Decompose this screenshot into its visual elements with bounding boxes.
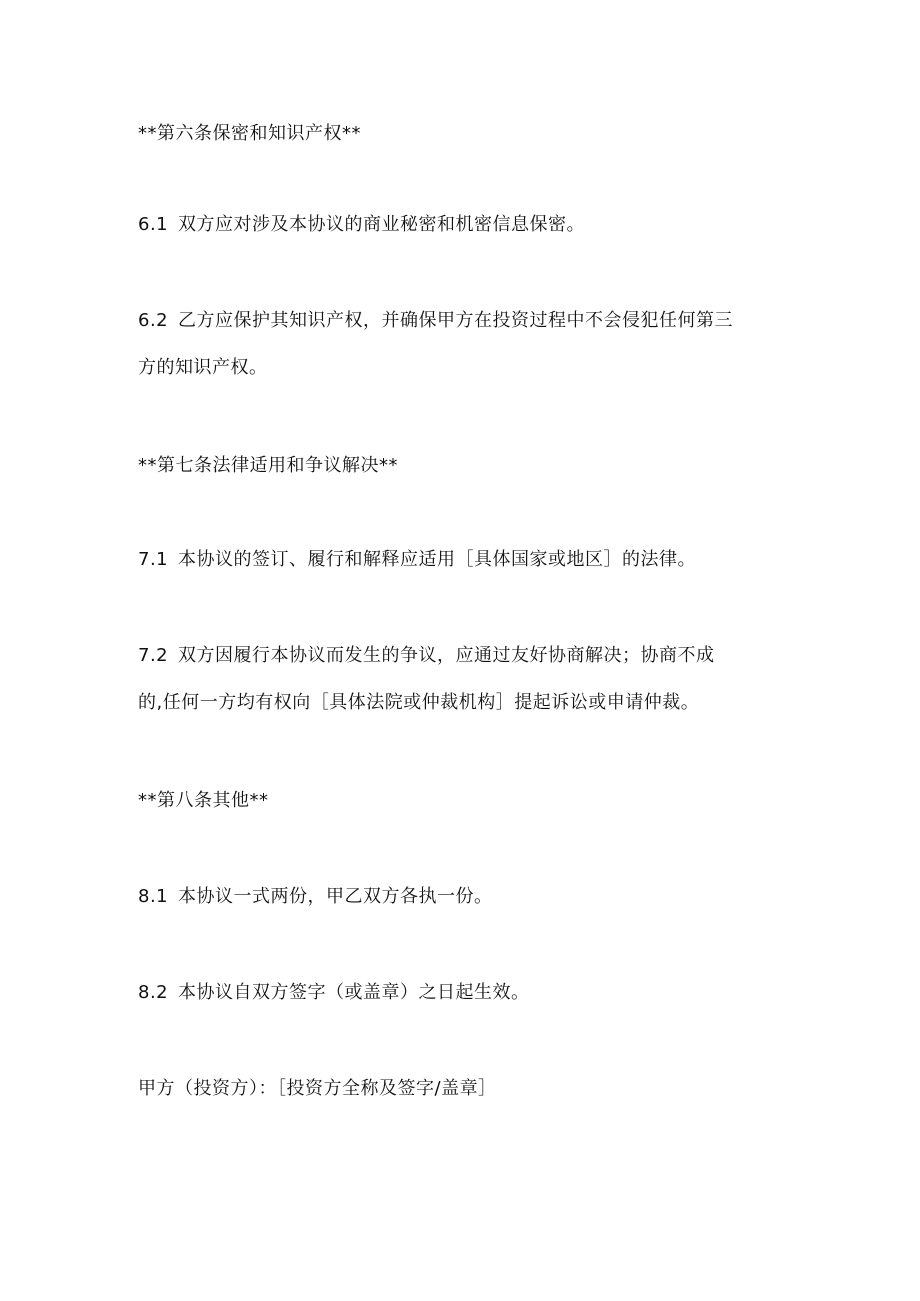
- clause-number: 7.1: [138, 549, 169, 570]
- clause-text: 双方应对涉及本协议的商业秘密和机密信息保密。: [178, 214, 585, 235]
- clause-text: 本协议自双方签字（或盖章）之日起生效。: [178, 982, 530, 1003]
- clause-7-2-line2: 的,任何一方均有权向［具体法院或仲裁机构］提起诉讼或申请仲裁。: [138, 692, 700, 713]
- clause-7-1: [138, 549, 798, 571]
- section-8-heading: **第八条其他**: [138, 790, 269, 811]
- clause-text: 本协议的签订、履行和解释应适用［具体国家或地区］的法律。: [178, 549, 696, 570]
- party-a-signature-line: 甲方（投资方）：［投资方全称及签字/盖章］: [138, 1078, 497, 1099]
- clause-number: 7.2: [138, 645, 169, 666]
- clause-6-2-line2: 方的知识产权。: [138, 357, 268, 378]
- clause-text: 本协议一式两份，甲乙双方各执一份。: [178, 886, 493, 907]
- clause-number: 8.1: [138, 886, 169, 907]
- section-7-heading: **第七条法律适用和争议解决**: [138, 455, 398, 476]
- clause-number: 8.2: [138, 982, 169, 1003]
- clause-text: 双方因履行本协议而发生的争议，应通过友好协商解决；协商不成: [178, 645, 715, 666]
- clause-7-2-line1: [138, 645, 798, 667]
- clause-8-1: [138, 886, 798, 908]
- clause-number: 6.2: [138, 310, 169, 331]
- clause-number: 6.1: [138, 214, 169, 235]
- section-6-heading: **第六条保密和知识产权**: [138, 123, 361, 144]
- clause-text: 乙方应保护其知识产权，并确保甲方在投资过程中不会侵犯任何第三: [178, 310, 733, 331]
- clause-8-2: [138, 982, 798, 1004]
- clause-6-1: [138, 214, 798, 236]
- clause-6-2-line1: [138, 310, 798, 332]
